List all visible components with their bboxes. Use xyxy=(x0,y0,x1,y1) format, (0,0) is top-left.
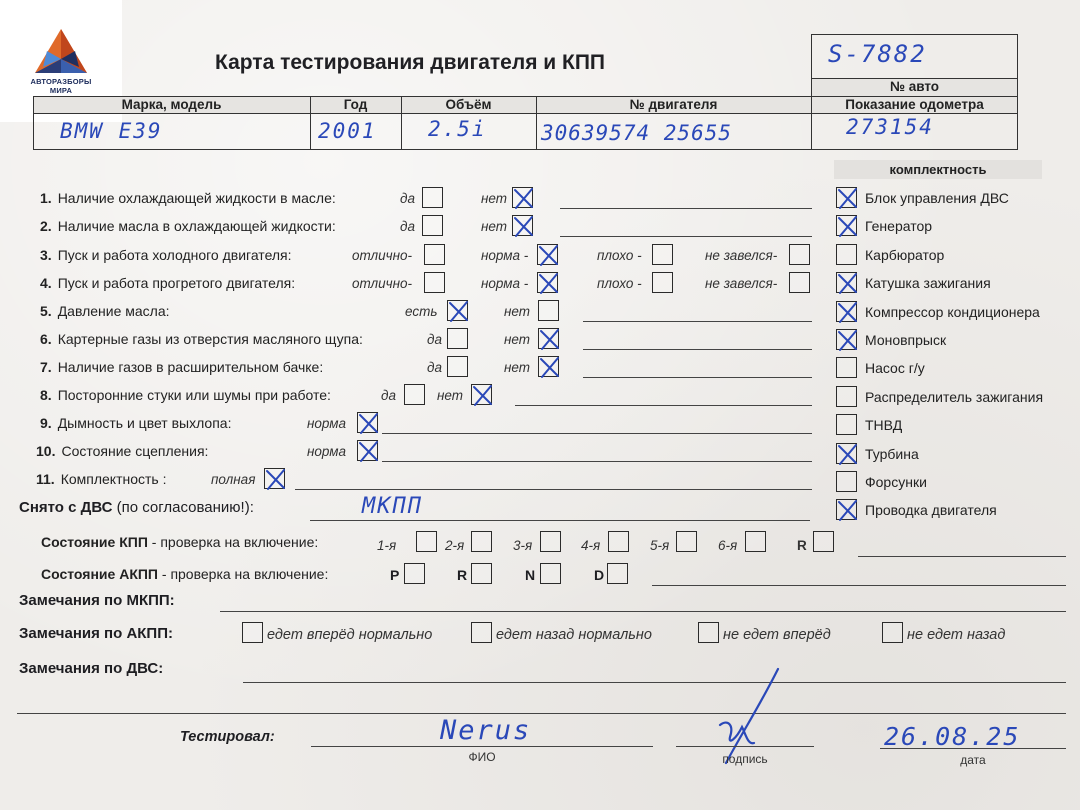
test-row-notes-line xyxy=(295,489,812,490)
test-option-checkbox[interactable] xyxy=(537,272,558,293)
removed-label-normal: (по согласованию!): xyxy=(112,499,254,516)
remarks-mkpp-label: Замечания по МКПП: xyxy=(19,592,175,609)
kpp-gear-checkbox[interactable] xyxy=(676,531,697,552)
test-row-number: 4. xyxy=(40,275,52,291)
test-row-label xyxy=(40,331,363,347)
akpp-remark-label: едет назад нормально xyxy=(496,627,652,643)
year-value: 2001 xyxy=(318,119,377,143)
check-mark-icon xyxy=(355,438,382,465)
akpp-gear-checkbox[interactable] xyxy=(471,563,492,584)
model-value: BMW E39 xyxy=(60,119,163,143)
completeness-item-label: Моновпрыск xyxy=(865,332,947,348)
test-row-text: Давление масла: xyxy=(57,303,170,319)
test-option-label: не завелся- xyxy=(705,248,778,263)
check-mark-icon xyxy=(834,299,861,326)
test-option-label: нет xyxy=(504,332,531,347)
test-row-text: Наличие масла в охлаждающей жидкости: xyxy=(57,218,336,234)
test-option-checkbox[interactable] xyxy=(538,356,559,377)
kpp-gear-checkbox[interactable] xyxy=(813,531,834,552)
test-option-label: есть xyxy=(405,304,438,319)
test-option-label: отлично- xyxy=(352,248,412,263)
check-mark-icon xyxy=(445,298,472,325)
test-option-checkbox[interactable] xyxy=(424,272,445,293)
completeness-item-label: Блок управления ДВС xyxy=(865,190,1009,206)
completeness-checkbox[interactable] xyxy=(836,386,857,407)
akpp-gear-label: R xyxy=(457,567,468,583)
kpp-gear-label: 5-я xyxy=(650,538,670,553)
akpp-remark-checkbox[interactable] xyxy=(698,622,719,643)
kpp-gear-label: 6-я xyxy=(718,538,738,553)
check-mark-icon xyxy=(834,270,861,297)
test-row-text: Наличие охлаждающей жидкости в масле: xyxy=(57,190,336,206)
completeness-item-label: Проводка двигателя xyxy=(865,502,997,519)
test-row-label xyxy=(40,275,295,291)
test-option-checkbox[interactable] xyxy=(789,272,810,293)
test-option-checkbox[interactable] xyxy=(447,328,468,349)
test-row-label xyxy=(40,247,292,263)
removed-value: МКПП xyxy=(362,494,423,519)
test-option-label: норма - xyxy=(481,276,529,291)
test-option-label: да xyxy=(427,360,442,375)
kpp-gear-checkbox[interactable] xyxy=(608,531,629,552)
completeness-checkbox[interactable] xyxy=(836,499,857,520)
test-row-notes-line xyxy=(583,349,812,350)
akpp-remark-checkbox[interactable] xyxy=(471,622,492,643)
test-option-checkbox[interactable] xyxy=(264,468,285,489)
test-option-checkbox[interactable] xyxy=(422,187,443,208)
kpp-label-normal: - проверка на включение: xyxy=(147,534,319,550)
akpp-remark-label: едет вперёд нормально xyxy=(267,627,433,643)
test-row-notes-line xyxy=(560,208,812,209)
odometer-value: 273154 xyxy=(846,115,934,139)
completeness-item-label: Турбина xyxy=(865,445,919,462)
check-mark-icon xyxy=(536,354,563,381)
remarks-dvs-label: Замечания по ДВС: xyxy=(19,660,164,677)
header-col-volume: Объём xyxy=(445,97,492,112)
completeness-item-label: Генератор xyxy=(865,218,933,235)
completeness-checkbox[interactable] xyxy=(836,471,857,492)
test-option-checkbox[interactable] xyxy=(471,384,492,405)
test-row-label xyxy=(40,303,170,319)
kpp-gear-checkbox[interactable] xyxy=(416,531,437,552)
test-row-number: 7. xyxy=(40,359,52,375)
test-option-checkbox[interactable] xyxy=(538,328,559,349)
test-option-checkbox[interactable] xyxy=(424,244,445,265)
test-option-checkbox[interactable] xyxy=(652,272,673,293)
akpp-label-bold: Состояние АКПП xyxy=(41,566,158,582)
test-row-notes-line xyxy=(583,377,812,378)
akpp-remark-label: не едет назад xyxy=(907,627,1006,643)
test-row-label xyxy=(40,387,331,403)
tested-by-label: Тестировал: xyxy=(180,729,275,745)
test-option-label: плохо - xyxy=(597,248,642,263)
test-row-label xyxy=(36,471,167,487)
completeness-checkbox[interactable] xyxy=(836,443,857,464)
test-row-number: 10. xyxy=(36,443,56,459)
kpp-gear-label: 4-я xyxy=(581,538,601,553)
test-option-checkbox[interactable] xyxy=(447,300,468,321)
date-value: 26.08.25 xyxy=(884,722,1021,751)
check-mark-icon xyxy=(834,441,861,468)
test-option-label: норма xyxy=(307,444,347,459)
check-mark-icon xyxy=(355,410,382,437)
completeness-checkbox[interactable] xyxy=(836,244,857,265)
header-col-engine-number: № двигателя xyxy=(629,97,718,112)
test-option-checkbox[interactable] xyxy=(789,244,810,265)
test-option-label: норма xyxy=(307,416,347,431)
check-mark-icon xyxy=(262,466,289,493)
test-row-label xyxy=(40,218,336,234)
test-row-text: Картерные газы из отверстия масляного щупа: xyxy=(57,331,363,347)
test-row-number: 9. xyxy=(40,415,52,431)
test-option-label: плохо - xyxy=(597,276,642,291)
completeness-checkbox[interactable] xyxy=(836,272,857,293)
engine-number-value: 30639574 25655 xyxy=(541,121,733,145)
completeness-checkbox[interactable] xyxy=(836,215,857,236)
completeness-header: комплектность xyxy=(889,162,987,177)
test-row-number: 8. xyxy=(40,387,52,403)
check-mark-icon xyxy=(834,185,861,212)
test-row-notes-line xyxy=(382,461,812,462)
akpp-remark-checkbox[interactable] xyxy=(242,622,263,643)
kpp-gear-checkbox[interactable] xyxy=(471,531,492,552)
akpp-label xyxy=(41,566,328,582)
logo-triangle-icon xyxy=(33,27,89,75)
completeness-item-label: Компрессор кондиционера xyxy=(865,303,1040,320)
test-option-checkbox[interactable] xyxy=(538,300,559,321)
test-row-label xyxy=(40,359,323,375)
header-col-odometer: Показание одометра xyxy=(845,97,984,112)
akpp-remark-checkbox[interactable] xyxy=(882,622,903,643)
completeness-item-label: Насос г/у xyxy=(865,360,925,377)
test-row-notes-line xyxy=(560,236,812,237)
test-option-label: нет xyxy=(437,388,464,403)
header-col-year: Год xyxy=(343,97,368,112)
test-option-checkbox[interactable] xyxy=(512,215,533,236)
test-row-text: Пуск и работа прогретого двигателя: xyxy=(57,275,296,291)
kpp-gear-label: 1-я xyxy=(377,538,397,553)
test-row-notes-line xyxy=(583,321,812,322)
check-mark-icon xyxy=(535,242,562,269)
test-option-label: нет xyxy=(504,304,531,319)
test-row-text: Пуск и работа холодного двигателя: xyxy=(57,247,292,263)
check-mark-icon xyxy=(834,327,861,354)
test-row-notes-line xyxy=(382,433,812,434)
check-mark-icon xyxy=(536,326,563,353)
akpp-gear-checkbox[interactable] xyxy=(607,563,628,584)
form-title: Карта тестирования двигателя и КПП xyxy=(215,51,606,74)
kpp-gear-label: 3-я xyxy=(513,538,533,553)
header-col-model: Марка, модель xyxy=(121,97,222,112)
test-row-label xyxy=(36,443,208,459)
test-option-checkbox[interactable] xyxy=(422,215,443,236)
completeness-item-label: Катушка зажигания xyxy=(865,275,991,292)
test-option-label: отлично- xyxy=(352,276,412,291)
akpp-gear-label: D xyxy=(594,567,605,583)
test-row-number: 11. xyxy=(36,471,55,487)
test-row-text: Комплектность : xyxy=(60,471,167,487)
name-caption: ФИО xyxy=(468,750,496,764)
kpp-gear-label: R xyxy=(797,538,807,553)
kpp-gear-label: 2-я xyxy=(445,538,465,553)
test-row-notes-line xyxy=(515,405,812,406)
check-mark-icon xyxy=(510,213,537,240)
test-row-number: 3. xyxy=(40,247,52,263)
volume-value: 2.5i xyxy=(428,117,487,141)
test-row-label xyxy=(40,415,231,431)
logo-text-line1: АВТОРАЗБОРЫ xyxy=(30,77,92,86)
akpp-gear-checkbox[interactable] xyxy=(404,563,425,584)
remarks-akpp-label: Замечания по АКПП: xyxy=(19,625,173,642)
kpp-label-bold: Состояние КПП xyxy=(41,534,148,550)
test-option-checkbox[interactable] xyxy=(404,384,425,405)
completeness-checkbox[interactable] xyxy=(836,329,857,350)
test-option-label: нет xyxy=(481,191,508,206)
check-mark-icon xyxy=(834,497,861,524)
test-row-text: Посторонние стуки или шумы при работе: xyxy=(57,387,331,403)
test-row-number: 5. xyxy=(40,303,52,319)
test-row-number: 2. xyxy=(40,218,52,234)
completeness-item-label: Форсунки xyxy=(865,474,927,490)
auto-number-value: S-7882 xyxy=(828,40,927,68)
test-option-checkbox[interactable] xyxy=(537,244,558,265)
test-option-label: нет xyxy=(504,360,531,375)
test-option-label: да xyxy=(381,388,396,403)
test-option-checkbox[interactable] xyxy=(652,244,673,265)
test-row-label xyxy=(40,190,336,206)
test-option-label: не завелся- xyxy=(705,276,778,291)
akpp-gear-checkbox[interactable] xyxy=(540,563,561,584)
completeness-checkbox[interactable] xyxy=(836,187,857,208)
check-mark-icon xyxy=(834,213,861,240)
akpp-label-normal: - проверка на включение: xyxy=(158,566,329,582)
date-caption: дата xyxy=(960,753,986,767)
test-row-text: Дымность и цвет выхлопа: xyxy=(57,415,232,431)
test-row-text: Состояние сцепления: xyxy=(61,443,209,459)
completeness-checkbox[interactable] xyxy=(836,414,857,435)
test-option-checkbox[interactable] xyxy=(357,412,378,433)
test-option-label: да xyxy=(427,332,442,347)
completeness-checkbox[interactable] xyxy=(836,357,857,378)
completeness-item-label: Распределитель зажигания xyxy=(865,388,1044,405)
akpp-gear-label: N xyxy=(525,567,536,583)
test-option-label: полная xyxy=(211,472,256,487)
check-mark-icon xyxy=(535,270,562,297)
test-option-label: норма - xyxy=(481,248,529,263)
test-row-number: 6. xyxy=(40,331,52,347)
akpp-gear-label: P xyxy=(390,567,400,583)
auto-number-label: № авто xyxy=(889,79,940,94)
completeness-item-label: ТНВД xyxy=(865,417,903,434)
test-row-number: 1. xyxy=(40,190,52,206)
test-option-checkbox[interactable] xyxy=(447,356,468,377)
signature-caption: подпись xyxy=(722,752,768,766)
check-mark-icon xyxy=(469,382,496,409)
kpp-label xyxy=(41,534,318,550)
akpp-remark-label: не едет вперёд xyxy=(723,627,831,643)
check-mark-icon xyxy=(510,185,537,212)
completeness-item-label: Карбюратор xyxy=(865,246,945,263)
kpp-gear-checkbox[interactable] xyxy=(540,531,561,552)
test-option-checkbox[interactable] xyxy=(357,440,378,461)
removed-label xyxy=(19,499,254,516)
removed-label-bold: Снято с ДВС xyxy=(19,499,113,516)
test-option-label: да xyxy=(400,219,415,234)
test-option-label: да xyxy=(400,191,415,206)
logo-text-line2: МИРА xyxy=(49,86,73,95)
test-row-text: Наличие газов в расширительном бачке: xyxy=(57,359,324,375)
test-option-checkbox[interactable] xyxy=(512,187,533,208)
kpp-gear-checkbox[interactable] xyxy=(745,531,766,552)
tester-name-value: Nerus xyxy=(440,715,532,746)
completeness-checkbox[interactable] xyxy=(836,301,857,322)
test-option-label: нет xyxy=(481,219,508,234)
